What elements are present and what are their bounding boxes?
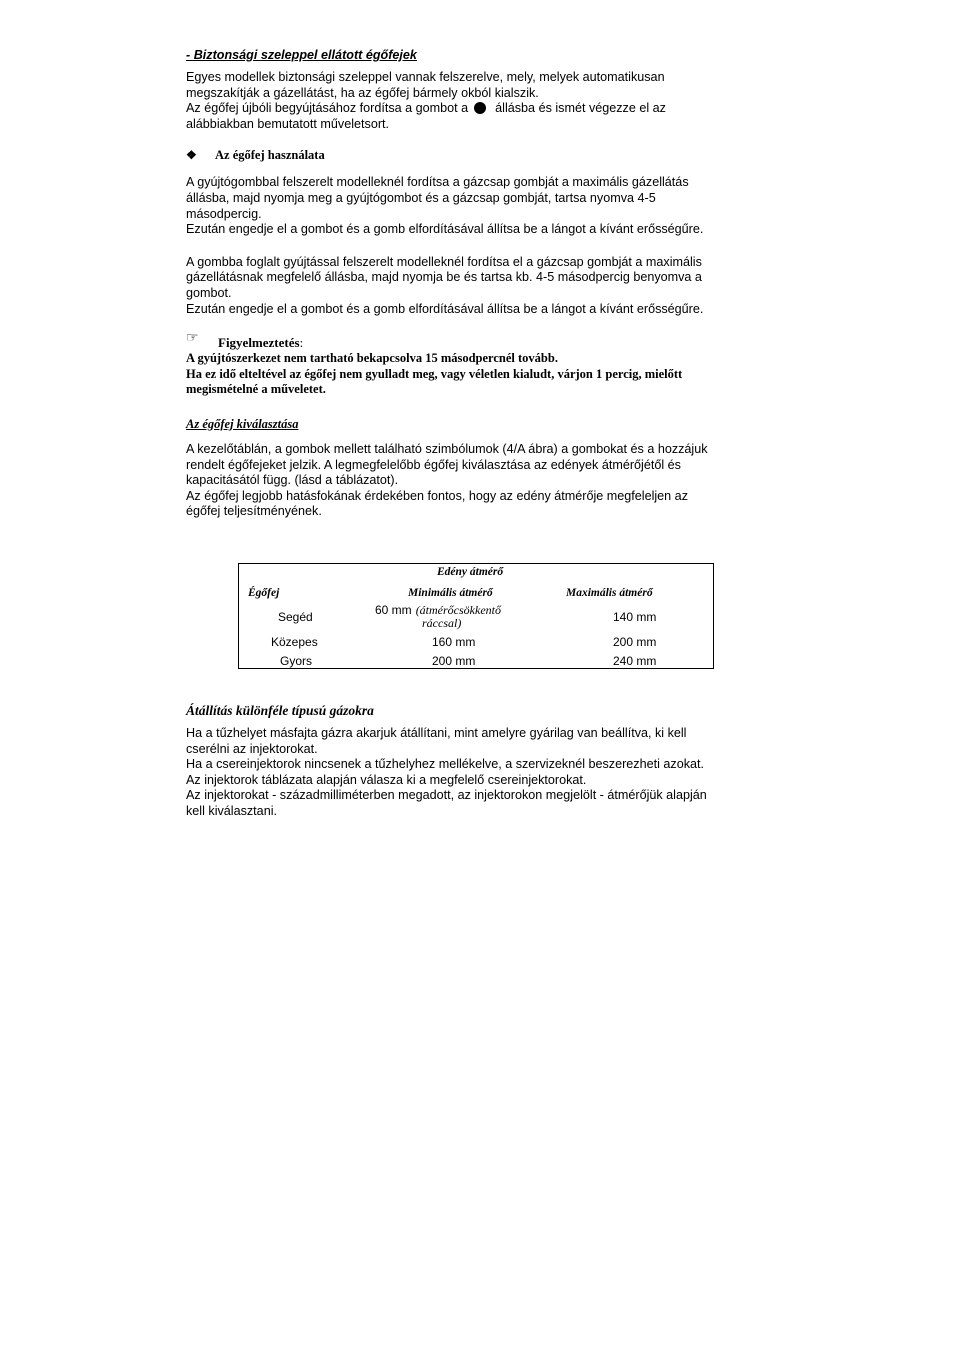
safety-valve-paragraph [186,70,776,132]
table-cell-burner: Közepes [271,635,318,649]
table-cell-min: 160 mm [432,635,476,649]
table-cell-burner: Segéd [278,610,313,624]
warning-text [186,351,776,398]
text-line: megszakítják a gázellátást, ha az égőfej bármely okból kialszik. [186,85,539,100]
text-line: megismételné a műveletet. [186,382,326,397]
section-title-burner-selection: Az égőfej kiválasztása [186,416,299,431]
text-line: Ha a csereinjektorok nincsenek a tűzhelyhez mellékelve, a szervizeknél beszerezheti azokat. [186,757,705,772]
text-line: Az injektorok táblázata alapján válasza ki a megfelelő csereinjektorokat. [186,772,587,787]
document-page [186,48,776,520]
text-line: másodpercig. [186,206,262,221]
text-line: égőfej teljesítményének. [186,504,322,519]
text-line: Ezután engedje el a gombot és a gomb elfordításával állítsa be a lángot a kívánt erősségűre. [186,301,704,316]
table-cell-burner: Gyors [280,654,313,668]
burner-selection-paragraph [186,442,776,520]
section-title-gas-conversion: Átállítás különféle típusú gázokra [186,703,374,718]
gas-conversion-section [186,703,776,820]
warning-heading [186,333,776,351]
column-header-max: Maximális átmérő [566,587,653,599]
text-fragment: állásba és ismét végezze el az [495,101,666,116]
diamond-bullet-icon: ❖ [186,148,197,163]
table-group-header: Edény átmérő [437,566,504,578]
gas-conversion-paragraph [186,726,776,820]
column-header-burner: Égőfej [248,587,280,599]
text-line: Az égőfej legjobb hatásfokának érdekében fontos, hogy az edény átmérője megfeleljen az [186,488,688,503]
table-cell-min: 200 mm [432,654,476,668]
text-line: cserélni az injektorokat. [186,741,318,756]
warning-colon: : [299,335,304,351]
text-line: Ezután engedje el a gombot és a gomb elfordításával állítsa be a lángot a kívánt erősségűre. [186,222,704,237]
integrated-ignition-paragraph [186,255,776,317]
text-line: Ha ez idő elteltével az égőfej nem gyulladt meg, vagy véletlen kialudt, várjon 1 percig, mielőtt [186,366,683,381]
filled-circle-icon [474,102,486,114]
table-cell-max: 200 mm [613,635,657,649]
warning-title-wrap [218,335,303,351]
section-title-burner-use: Az égőfej használata [215,148,325,163]
column-header-min: Minimális átmérő [408,587,493,599]
warning-title: Figyelmeztetés [218,335,300,351]
section-title-safety-valve: - Biztonsági szeleppel ellátott égőfejek [186,48,417,62]
table-cell-max: 140 mm [613,610,657,624]
text-line: A gombba foglalt gyújtással felszerelt modelleknél fordítsa el a gázcsap gombját a maximális [186,254,702,269]
pointing-hand-icon: ☞ [186,331,199,347]
section-heading-burner-use [186,148,776,163]
text-line: Az injektorokat - századmilliméterben megadott, az injektorokon megjelölt - átmérőjük alapján [186,788,707,803]
text-line: A gyújtógombbal felszerelt modelleknél fordítsa a gázcsap gombját a maximális gázellátás [186,175,689,190]
text-line: A kezelőtáblán, a gombok mellett található szimbólumok (4/A ábra) a gombokat és a hozzájuk [186,441,708,456]
text-line [186,101,776,117]
text-line: gombot. [186,285,232,300]
text-line: kapacitásától függ. (lásd a táblázatot). [186,473,399,488]
table-cell-max: 240 mm [613,654,657,668]
table-cell-min-note: ráccsal) [422,616,462,630]
min-value: 60 mm [375,603,412,617]
text-line: A gyújtószerkezet nem tartható bekapcsolva 15 másodpercnél tovább. [186,351,558,366]
text-line: alábbiakban bemutatott műveletsort. [186,116,390,131]
text-fragment: Az égőfej újbóli begyújtásához fordítsa a gombot a [186,101,469,116]
text-line: állásba, majd nyomja meg a gyújtógombot és a gázcsap gombját, tartsa nyomva 4-5 [186,190,656,205]
text-line: kell kiválasztani. [186,803,277,818]
text-line: Egyes modellek biztonsági szeleppel vannak felszerelve, mely, melyek automatikusan [186,70,665,84]
pot-diameter-table [238,563,714,669]
text-line: rendelt égőfejeket jelzik. A legmegfelelőbb égőfej kiválasztása az edények átmérőjétől és [186,457,681,472]
text-line: gázellátásnak megfelelő állásba, majd nyomja be és tartsa kb. 4-5 másodpercig benyomva a [186,270,702,285]
text-line: Ha a tűzhelyet másfajta gázra akarjuk átállítani, mint amelyre gyárilag van beállítva, ki kell [186,726,687,740]
ignition-button-paragraph [186,175,776,237]
min-note: (átmérőcsökkentő [415,603,501,617]
